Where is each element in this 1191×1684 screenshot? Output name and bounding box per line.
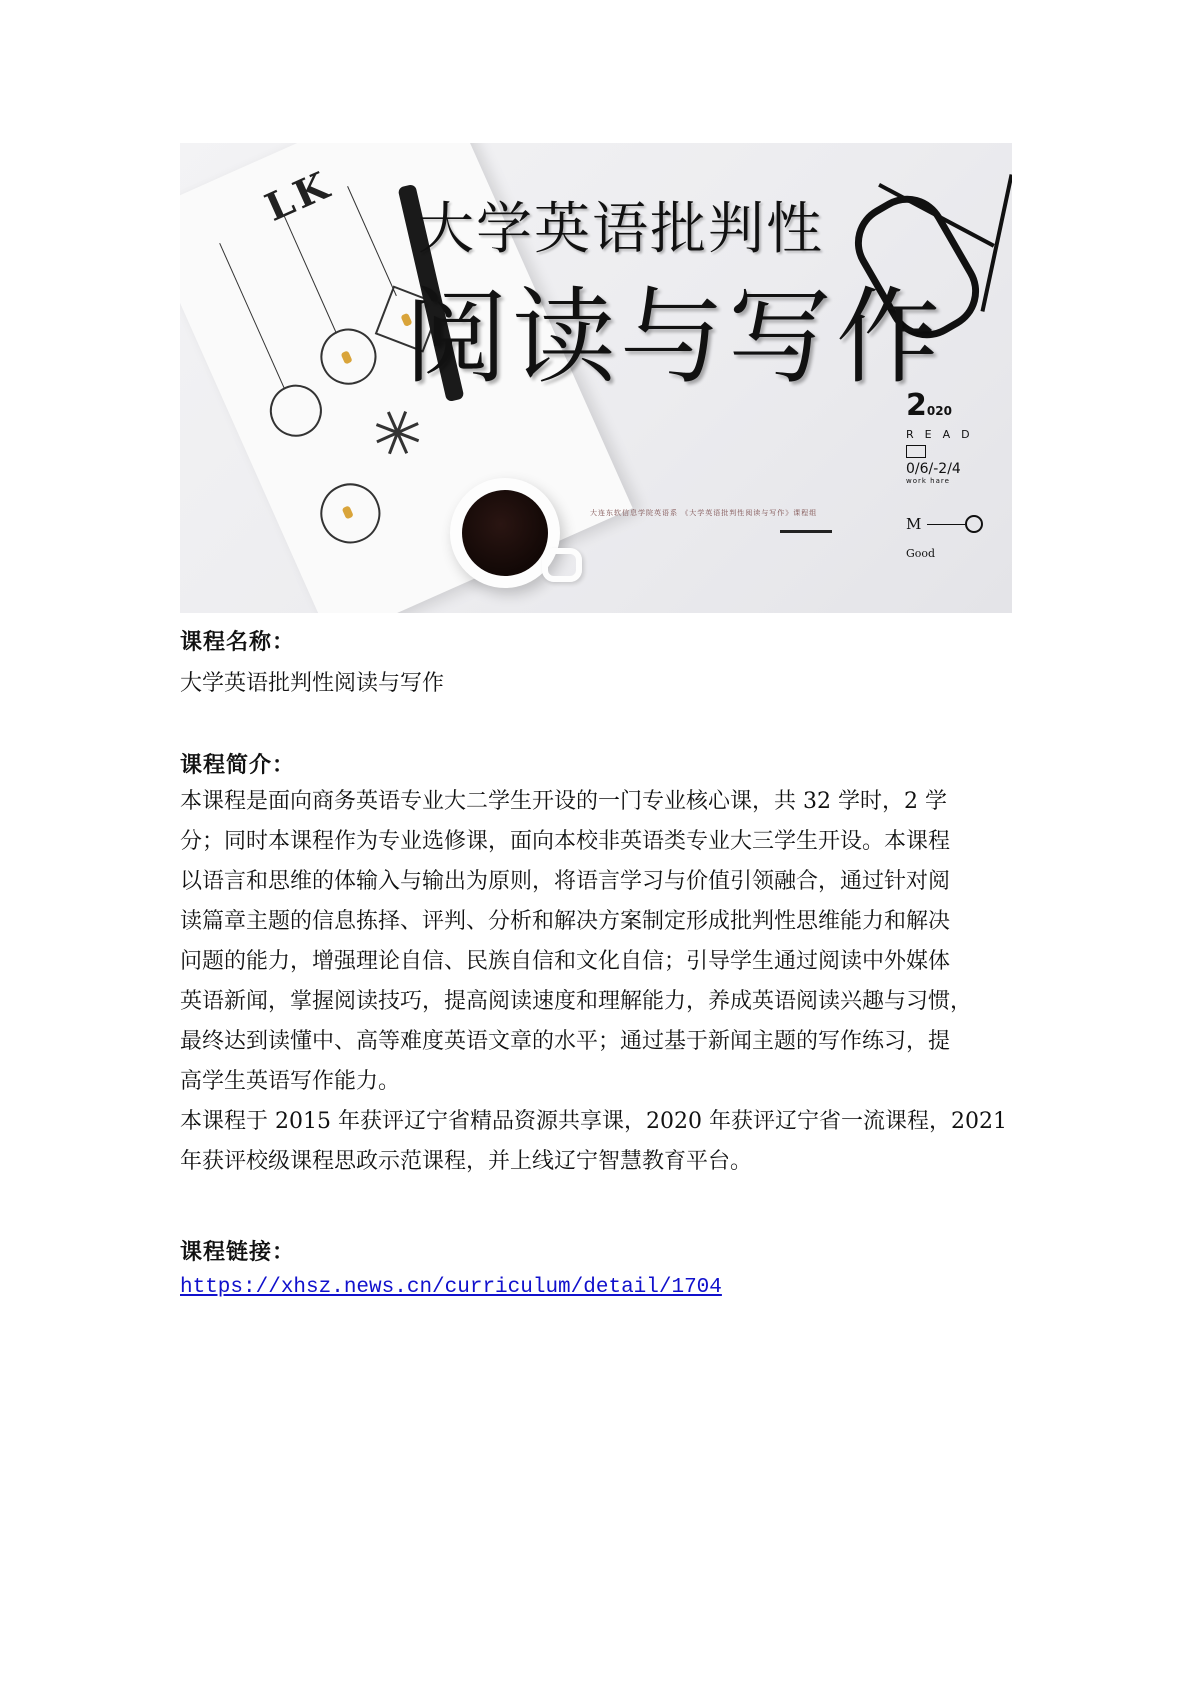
lamp-wire: [283, 215, 337, 334]
banner-work-label: work hare: [906, 477, 950, 485]
banner-side-panel: [906, 388, 983, 560]
banner-good-label: Good: [906, 547, 936, 560]
banner-read-label: READ: [906, 428, 981, 441]
banner-mo-row: [906, 515, 983, 533]
banner-tagline: 大连东软信息学院英语系 《大学英语批判性阅读与写作》课程组: [590, 509, 818, 517]
intro-line: 分；同时本课程作为专业选修课，面向本校非英语类专业大三学生开设。本课程: [180, 829, 951, 854]
envelope-icon: [906, 445, 926, 458]
lamp-wire: [347, 186, 397, 296]
intro-line: 读篇章主题的信息拣择、评判、分析和解决方案制定形成批判性思维能力和解决: [180, 909, 951, 934]
banner-year-big: 2: [906, 388, 927, 423]
banner-title-line2: 阅读与写作: [404, 276, 945, 398]
intro-line: 年获评校级课程思政示范课程，并上线辽宁智慧教育平台。: [180, 1149, 753, 1174]
ring-icon: [965, 515, 983, 533]
course-intro-heading: 课程简介：: [180, 753, 296, 778]
course-name-value: 大学英语批判性阅读与写作: [180, 671, 445, 696]
intro-line: 高学生英语写作能力。: [180, 1069, 401, 1094]
lamp-ring-icon: [262, 376, 331, 445]
intro-line: 最终达到读懂中、高等难度英语文章的水平；通过基于新闻主题的写作练习，提: [180, 1029, 951, 1054]
banner-dates: 0/6/-2/4: [906, 461, 961, 477]
course-intro-paragraph-1: [180, 782, 1012, 1182]
banner-title-line1: 大学英语批判性: [418, 197, 824, 262]
banner-year-small: 020: [926, 404, 952, 418]
banner-year: [906, 388, 983, 426]
course-banner-image: [180, 143, 1012, 613]
banner-divider: [780, 530, 832, 533]
intro-line: 以语言和思维的体输入与输出为原则，将语言学习与价值引领融合，通过针对阅: [180, 869, 951, 894]
banner-mo-letter: M: [906, 515, 922, 533]
intro-line: 本课程于 2015 年获评辽宁省精品资源共享课，2020 年获评辽宁省一流课程，2021: [180, 1109, 1007, 1134]
course-name-heading: 课程名称：: [180, 630, 296, 655]
lamp-wire: [219, 243, 285, 390]
course-link-url[interactable]: https://xhsz.news.cn/curriculum/detail/1704: [180, 1276, 722, 1299]
star-lamp-icon: ✳: [359, 389, 437, 478]
cup-handle: [542, 548, 582, 582]
coffee: [462, 490, 548, 576]
banner-mo-line: [927, 524, 965, 525]
intro-line: 问题的能力，增强理论自信、民族自信和文化自信；引导学生通过阅读中外媒体: [180, 949, 951, 974]
intro-line: 本课程是面向商务英语专业大二学生开设的一门专业核心课，共 32 学时，2 学: [180, 789, 947, 814]
coffee-cup-illustration: [450, 478, 560, 588]
magazine-title: LK: [258, 161, 339, 230]
intro-line: 英语新闻，掌握阅读技巧，提高阅读速度和理解能力，养成英语阅读兴趣与习惯，: [180, 989, 973, 1014]
course-link-heading: 课程链接：: [180, 1240, 296, 1265]
